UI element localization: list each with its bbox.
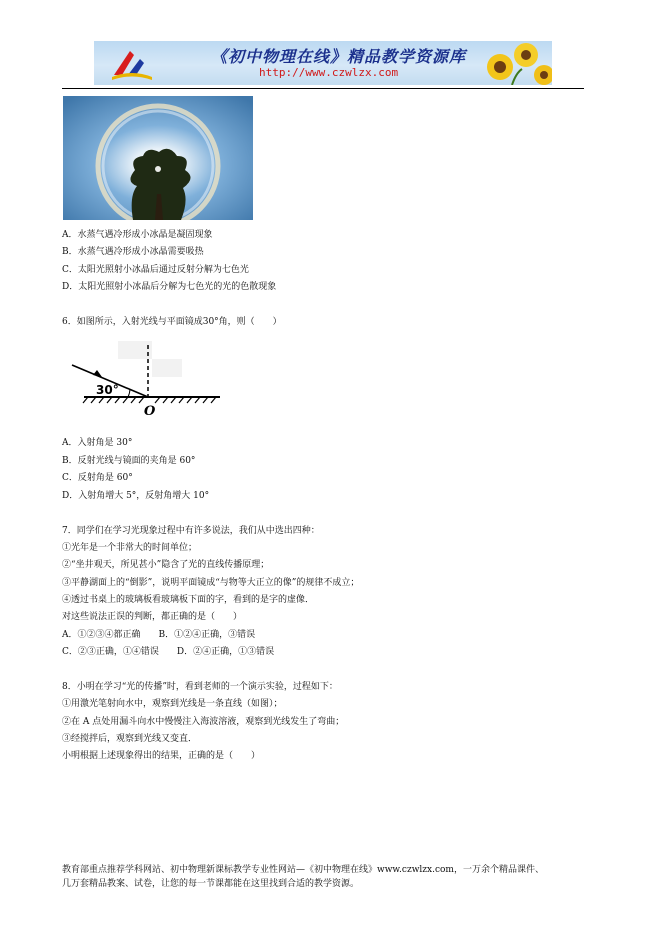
header-rule <box>62 88 584 89</box>
q7-prompt: 对这些说法正误的判断，都正确的是（ ） <box>62 612 243 622</box>
q6-option-c: C．反射角是 60° <box>62 473 133 483</box>
q7-statement-2: ②“坐井观天，所见甚小”隐含了光的直线传播原理； <box>62 560 270 570</box>
q7-stem: 7．同学们在学习光现象过程中有许多说法，我们从中选出四种： <box>62 526 320 536</box>
q7-statement-4: ④透过书桌上的玻璃板看玻璃板下面的字，看到的是字的虚像． <box>62 595 315 605</box>
footer-line-2: 几万套精品教案、试卷，让您的每一节课都能在这里找到合适的教学资源。 <box>62 879 360 889</box>
q5-option-d: D．太阳光照射小冰晶后分解为七色光的光的色散现象 <box>62 282 277 292</box>
header-banner <box>94 41 552 85</box>
angle-label: 30° <box>96 383 119 397</box>
q7-option-a: A．①②③④都正确 <box>62 630 141 640</box>
q5-option-c: C．太阳光照射小冰晶后通过反射分解为七色光 <box>62 265 249 275</box>
q7-option-d: D．②④正确，①③错误 <box>176 647 275 657</box>
sun-halo-photo <box>63 96 253 220</box>
banner-title: 《初中物理在线》精品教学资源库 <box>211 47 467 66</box>
q8-step-1: ①用激光笔射向水中，观察到光线是一条直线（如图）； <box>62 699 283 709</box>
q7-options-row-1 <box>62 629 255 641</box>
q7-option-b: B．①②④正确，③错误 <box>158 630 256 640</box>
q8-step-3: ③经搅拌后，观察到光线又变直． <box>62 734 198 744</box>
q7-statement-3: ③平静湖面上的“倒影”，说明平面镜成“与物等大正立的像”的规律不成立； <box>62 578 360 588</box>
q6-option-b: B．反射光线与镜面的夹角是 60° <box>62 456 196 466</box>
q8-stem: 8．小明在学习“光的传播”时，看到老师的一个演示实验，过程如下： <box>62 682 338 692</box>
q7-options-row-2 <box>62 646 274 658</box>
footer-line-1: 教育部重点推荐学科网站、初中物理新课标教学专业性网站—《初中物理在线》www.czwlzx.com，一万余个精品课件、 <box>62 865 544 875</box>
q6-option-d: D．入射角增大 5°，反射角增大 10° <box>62 491 210 501</box>
banner-url[interactable]: http://www.czwlzx.com <box>259 66 399 79</box>
q6-stem: 6．如图所示，入射光线与平面镜成30°角，则（ ） <box>62 317 282 327</box>
q6-option-a: A．入射角是 30° <box>62 438 133 448</box>
mirror-reflection-figure <box>68 337 224 422</box>
site-logo <box>108 45 158 83</box>
q7-statement-1: ①光年是一个非常大的时间单位； <box>62 543 198 553</box>
sunflower-graphic <box>482 41 552 85</box>
q8-prompt: 小明根据上述现象得出的结果，正确的是（ ） <box>62 751 261 761</box>
q5-option-a: A．水蒸气遇冷形成小冰晶是凝固现象 <box>62 230 213 240</box>
q5-option-b: B．水蒸气遇冷形成小冰晶需要吸热 <box>62 247 204 257</box>
q7-option-c: C．②③正确，①④错误 <box>62 647 159 657</box>
q8-step-2: ②在 A 点处用漏斗向水中慢慢注入海波溶液，观察到光线发生了弯曲； <box>62 717 345 727</box>
point-o-label: O <box>144 404 156 419</box>
